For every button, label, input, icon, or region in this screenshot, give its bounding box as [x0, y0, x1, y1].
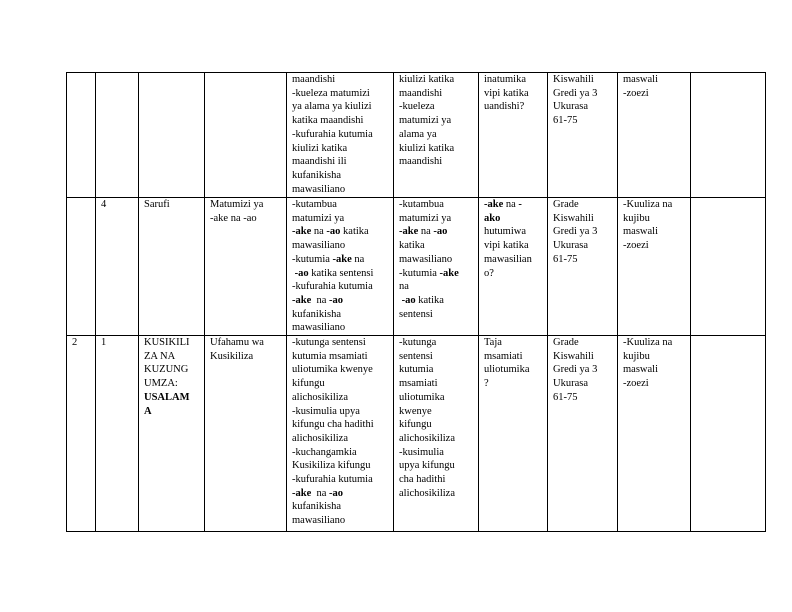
cell-line	[144, 350, 200, 364]
table-row	[67, 336, 766, 532]
bold-text: -ake	[439, 267, 459, 279]
cell-line: Gredi ya 3	[553, 364, 598, 376]
week-cell	[67, 336, 96, 532]
lesson-cell	[96, 336, 139, 532]
text-run: mawasilian	[484, 253, 532, 265]
text-run: alichosikiliza	[292, 432, 348, 444]
text-run: Kusikiliza kifungu	[292, 460, 371, 472]
cell-line: upya kifungu	[399, 460, 455, 472]
resources-cell	[548, 73, 618, 198]
cell-line: Kusikiliza	[210, 350, 254, 362]
cell-line: kiulizi katika	[292, 142, 348, 154]
cell-line: 61-75	[553, 253, 578, 265]
cell-line: 2	[72, 337, 78, 349]
cell-line	[399, 225, 474, 239]
remarks-cell	[691, 336, 766, 532]
cell-line: uliotumika	[484, 364, 530, 376]
cell-line	[292, 294, 389, 308]
remarks-cell	[691, 198, 766, 336]
remarks-cell	[691, 73, 766, 198]
cell-line: uandishi?	[484, 101, 525, 113]
cell-line: kiulizi katika	[399, 74, 455, 85]
cell-line: Grade	[553, 199, 579, 210]
text-run: kufanikisha	[292, 501, 341, 513]
cell-line: Ukurasa	[553, 378, 588, 390]
cell-line	[292, 446, 389, 460]
cell-line	[144, 363, 200, 377]
cell-line	[292, 239, 389, 253]
text-run: matumizi ya	[399, 212, 452, 224]
cell-line	[292, 514, 389, 528]
cell-line	[292, 253, 389, 267]
cell-line: -kufurahia kutumia	[292, 128, 373, 140]
cell-line: Kiswahili	[553, 74, 594, 85]
strand-cell	[139, 336, 205, 532]
cell-line	[399, 308, 474, 322]
substrand-cell	[205, 198, 287, 336]
text-run: -kutambua	[292, 199, 337, 210]
assessment-cell	[618, 198, 691, 336]
cell-line: -kusimulia	[399, 446, 444, 458]
cell-line	[292, 198, 389, 212]
cell-line	[144, 377, 200, 391]
text-run: kifungu	[292, 378, 325, 390]
cell-line	[399, 253, 474, 267]
bold-text: -ao	[329, 487, 344, 499]
key-inquiry-question-cell	[479, 73, 548, 198]
cell-line: -kueleza	[399, 101, 435, 113]
cell-line	[399, 212, 474, 226]
text-run: vipi katika	[484, 240, 529, 252]
bold-text: -ao	[326, 226, 341, 238]
cell-line: Gredi ya 3	[553, 226, 598, 238]
cell-line: 61-75	[553, 391, 578, 403]
cell-line: -kueleza matumizi	[292, 87, 370, 99]
strand-cell	[139, 73, 205, 198]
cell-line: Gredi ya 3	[553, 87, 598, 99]
cell-line: msamiati	[484, 350, 523, 362]
text-run: -kusimulia upya	[292, 405, 360, 417]
cell-line	[292, 225, 389, 239]
learning-experiences-cell	[394, 198, 479, 336]
cell-line	[292, 267, 389, 281]
bold-text: -ake	[484, 199, 504, 210]
assessment-cell	[618, 73, 691, 198]
cell-line	[399, 294, 474, 308]
cell-line: Grade	[553, 337, 579, 349]
text-run: mawasiliano	[399, 253, 453, 265]
text-run: -kutumia	[399, 267, 440, 279]
text-run: ZA NA	[144, 350, 176, 362]
text-run: kutumia msamiati	[292, 350, 368, 362]
lesson-cell	[96, 198, 139, 336]
cell-line: maandishi	[399, 156, 443, 168]
learning-outcomes-cell	[287, 198, 394, 336]
cell-line: -zoezi	[623, 87, 649, 99]
cell-line	[292, 418, 389, 432]
text-run: mawasiliano	[292, 322, 346, 334]
cell-line	[399, 239, 474, 253]
cell-line	[484, 198, 543, 212]
learning-outcomes-cell	[287, 73, 394, 198]
bold-text: -ao	[433, 226, 448, 238]
bold-text: -ao	[401, 294, 416, 306]
cell-line	[484, 225, 543, 239]
resources-cell	[548, 198, 618, 336]
cell-line: Taja	[484, 337, 502, 349]
text-run: o?	[484, 267, 494, 279]
cell-line: Sarufi	[144, 199, 170, 210]
cell-line: maandishi ili	[292, 156, 347, 168]
cell-line: Matumizi ya	[210, 199, 264, 210]
strand-cell	[139, 198, 205, 336]
bold-text: -ake	[332, 253, 352, 265]
cell-line: kwenye	[399, 405, 432, 417]
bold-text: -ao	[329, 294, 344, 306]
cell-line	[292, 405, 389, 419]
lesson-cell	[96, 73, 139, 198]
bold-text: USALAM	[144, 391, 190, 403]
text-run: KUSIKILI	[144, 337, 190, 349]
cell-line	[292, 432, 389, 446]
cell-line	[292, 363, 389, 377]
scheme-of-work-table	[66, 72, 766, 532]
resources-cell	[548, 336, 618, 532]
text-run: katika	[340, 226, 369, 238]
key-inquiry-question-cell	[479, 198, 548, 336]
table-row	[67, 198, 766, 336]
cell-line	[292, 280, 389, 294]
cell-line	[292, 391, 389, 405]
text-run: hutumiwa	[484, 226, 526, 238]
text-run: -kutambua	[399, 199, 444, 210]
cell-line: katika maandishi	[292, 115, 364, 127]
cell-line	[292, 336, 389, 350]
cell-line	[484, 267, 543, 281]
cell-line: Kiswahili	[553, 350, 594, 362]
cell-line: maswali	[623, 226, 658, 238]
cell-line: vipi katika	[484, 87, 529, 99]
cell-line: kiulizi katika	[399, 142, 455, 154]
cell-line: ya alama ya kiulizi	[292, 101, 372, 113]
cell-line: maandishi	[399, 87, 443, 99]
cell-line: mawasiliano	[292, 183, 346, 195]
text-run: na	[351, 253, 365, 265]
text-run: KUZUNG	[144, 364, 189, 376]
text-run: na	[418, 226, 434, 238]
cell-line	[292, 459, 389, 473]
cell-line: ?	[484, 378, 489, 390]
cell-line: uliotumika	[399, 391, 445, 403]
assessment-cell	[618, 336, 691, 532]
text-run: alichosikiliza	[292, 391, 348, 403]
learning-experiences-cell	[394, 336, 479, 532]
cell-line: -kutunga	[399, 337, 437, 349]
cell-line: kufanikisha	[292, 169, 341, 181]
text-run: na	[311, 294, 330, 306]
key-inquiry-question-cell	[479, 336, 548, 532]
learning-outcomes-cell	[287, 336, 394, 532]
text-run: uliotumika kwenye	[292, 364, 373, 376]
cell-line: Ukurasa	[553, 101, 588, 113]
bold-text: -ao	[294, 267, 309, 279]
cell-line: kutumia	[399, 364, 434, 376]
learning-experiences-cell	[394, 73, 479, 198]
text-run: sentensi	[399, 308, 433, 320]
cell-line: maswali	[623, 74, 658, 85]
cell-line: Ufahamu wa	[210, 337, 264, 349]
cell-line: kifungu	[399, 419, 432, 431]
text-run: -kutumia	[292, 253, 333, 265]
cell-line	[399, 198, 474, 212]
cell-line: kujibu	[623, 350, 650, 362]
cell-line: cha hadithi	[399, 474, 446, 486]
cell-line	[484, 253, 543, 267]
bold-text: ako	[484, 212, 501, 224]
text-run: mawasiliano	[292, 515, 346, 527]
cell-line	[484, 212, 543, 226]
cell-line: matumizi ya	[399, 115, 452, 127]
cell-line	[292, 473, 389, 487]
text-run: -kuchangamkia	[292, 446, 357, 458]
text-run: na	[311, 487, 330, 499]
cell-line: sentensi	[399, 350, 433, 362]
cell-line: inatumika	[484, 74, 526, 85]
cell-line: kujibu	[623, 212, 650, 224]
table-body	[67, 73, 766, 532]
cell-line: maswali	[623, 364, 658, 376]
cell-line: alichosikiliza	[399, 487, 455, 499]
cell-line: maandishi	[292, 74, 336, 85]
cell-line	[144, 391, 200, 405]
text-run: na	[311, 226, 327, 238]
cell-line	[144, 405, 200, 419]
cell-line: Kiswahili	[553, 212, 594, 224]
substrand-cell	[205, 73, 287, 198]
text-run: katika	[399, 240, 425, 252]
cell-line	[292, 350, 389, 364]
text-run: -kufurahia kutumia	[292, 281, 373, 293]
cell-line	[292, 377, 389, 391]
cell-line: 4	[101, 199, 107, 210]
cell-line	[292, 321, 389, 335]
cell-line: -ake na -ao	[210, 212, 257, 224]
week-cell	[67, 73, 96, 198]
bold-text: -ake	[399, 226, 419, 238]
cell-line: 61-75	[553, 115, 578, 127]
cell-line: alama ya	[399, 128, 437, 140]
text-run: -kufurahia kutumia	[292, 474, 373, 486]
cell-line: 1	[101, 337, 107, 349]
cell-line: -Kuuliza na	[623, 337, 673, 349]
cell-line	[292, 212, 389, 226]
cell-line	[484, 239, 543, 253]
substrand-cell	[205, 336, 287, 532]
cell-line	[399, 280, 474, 294]
bold-text: -ake	[292, 226, 312, 238]
text-run: katika	[415, 294, 444, 306]
text-run: matumizi ya	[292, 212, 345, 224]
week-cell	[67, 198, 96, 336]
cell-line: alichosikiliza	[399, 432, 455, 444]
cell-line	[292, 500, 389, 514]
bold-text: -	[518, 199, 522, 210]
text-run: UMZA:	[144, 378, 178, 390]
text-run: -kutunga sentensi	[292, 337, 366, 349]
cell-line	[144, 336, 200, 350]
bold-text: -ake	[292, 294, 312, 306]
bold-text: A	[144, 405, 152, 417]
table-row	[67, 73, 766, 198]
text-run: kufanikisha	[292, 308, 341, 320]
cell-line: -zoezi	[623, 240, 649, 252]
bold-text: -ake	[292, 487, 312, 499]
cell-line: Ukurasa	[553, 240, 588, 252]
cell-line: -Kuuliza na	[623, 199, 673, 210]
cell-line	[399, 267, 474, 281]
text-run: kifungu cha hadithi	[292, 419, 374, 431]
cell-line: -zoezi	[623, 378, 649, 390]
cell-line	[292, 487, 389, 501]
text-run: na	[399, 281, 409, 293]
cell-line: msamiati	[399, 378, 438, 390]
text-run: na	[503, 199, 519, 210]
text-run: katika sentensi	[308, 267, 374, 279]
cell-line	[292, 308, 389, 322]
text-run: mawasiliano	[292, 240, 346, 252]
